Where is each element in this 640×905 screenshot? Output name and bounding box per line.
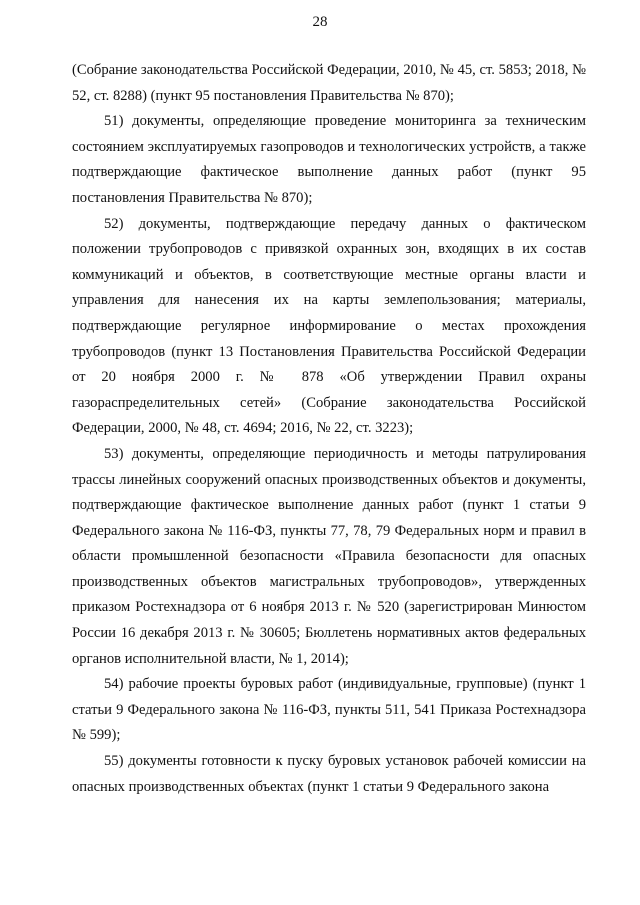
paragraph-item-54: 54) рабочие проекты буровых работ (индивидуальные, групповые) (пункт 1 статьи 9 Федерального закона № 116-ФЗ, пункты 511, 541 Приказа Ростехнадзора № 599);: [72, 676, 586, 744]
paragraph-item-52: 52) документы, подтверждающие передачу данных о фактическом положении трубопроводов с привязкой охранных зон, входящих в их состав коммуникаций и объектов, в соответствующие местные органы власти и управления для нанесения их на карты землепользования; материалы, подтверждающие регулярное информирование о местах прохождения трубопроводов (пункт 13 Постановления Правительства Российской Федерации от 20 ноября 2000 г. № 878 «Об утверждении Правил охраны газораспределительных сетей» (Собрание законодательства Российской Федерации, 2000, № 48, ст. 4694; 2016, № 22, ст. 3223);: [72, 215, 586, 437]
paragraph-continuation: (Собрание законодательства Российской Федерации, 2010, № 45, ст. 5853; 2018, № 52, ст. 8288) (пункт 95 постановления Правительства № 870);: [72, 62, 586, 104]
paragraph-item-51: 51) документы, определяющие проведение мониторинга за техническим состоянием эксплуатируемых газопроводов и технологических устройств, а также подтверждающие фактическое выполнение данных работ (пункт 95 постановления Правительства № 870);: [72, 113, 586, 206]
paragraph-item-53: 53) документы, определяющие периодичность и методы патрулирования трассы линейных сооружений опасных производственных объектов и документы, подтверждающие фактическое выполнение данных работ (пункт 1 статьи 9 Федерального закона № 116-ФЗ, пункты 77, 78, 79 Федеральных норм и правил в области промышленной безопасности «Правила безопасности для опасных производственных объектов магистральных трубопроводов», утвержденных приказом Ростехнадзора от 6 ноября 2013 г. № 520 (зарегистрирован Минюстом России 16 декабря 2013 г. № 30605; Бюллетень нормативных актов федеральных органов исполнительной власти, № 1, 2014);: [72, 445, 586, 667]
page-body: [72, 58, 586, 800]
paragraph-item-55: 55) документы готовности к пуску буровых установок рабочей комиссии на опасных производственных объектах (пункт 1 статьи 9 Федерального закона: [72, 753, 586, 795]
page-number: 28: [312, 14, 328, 30]
